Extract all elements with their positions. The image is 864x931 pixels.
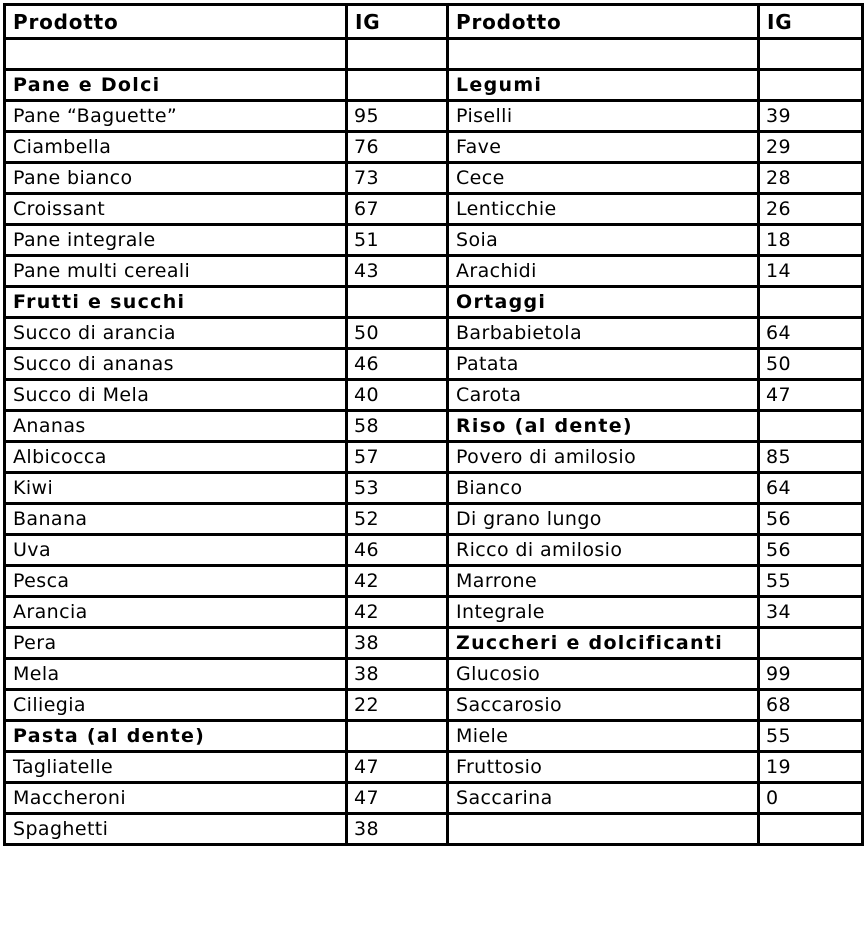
table-row [5, 690, 863, 721]
category-cell-left: Pasta (al dente) [5, 721, 347, 752]
product-cell-left: Banana [5, 504, 347, 535]
product-cell-left: Spaghetti [5, 814, 347, 845]
product-cell-left: Pane “Baguette” [5, 101, 347, 132]
product-cell-right: Fave [448, 132, 759, 163]
table-row [5, 535, 863, 566]
ig-cell-right: 55 [759, 566, 863, 597]
table-row [5, 163, 863, 194]
ig-cell-right: 55 [759, 721, 863, 752]
ig-cell-left [347, 287, 448, 318]
category-cell-left: Frutti e succhi [5, 287, 347, 318]
ig-cell-left: 47 [347, 783, 448, 814]
header-row [5, 5, 863, 39]
product-cell-left: Succo di Mela [5, 380, 347, 411]
product-cell-left: Maccheroni [5, 783, 347, 814]
table-body [5, 5, 863, 845]
category-cell-right: Zuccheri e dolcificanti [448, 628, 759, 659]
table-row [5, 225, 863, 256]
ig-cell-left: 42 [347, 566, 448, 597]
table-row [5, 101, 863, 132]
category-cell-left: Pane e Dolci [5, 70, 347, 101]
table-row [5, 752, 863, 783]
product-cell-right: Arachidi [448, 256, 759, 287]
header-ig-right: IG [759, 5, 863, 39]
product-cell-right: Glucosio [448, 659, 759, 690]
table-row [5, 504, 863, 535]
product-cell-right: Marrone [448, 566, 759, 597]
product-cell-right: Di grano lungo [448, 504, 759, 535]
product-cell-left: Croissant [5, 194, 347, 225]
ig-cell-left: 42 [347, 597, 448, 628]
ig-cell-left: 43 [347, 256, 448, 287]
ig-cell-left: 38 [347, 659, 448, 690]
header-product-left: Prodotto [5, 5, 347, 39]
ig-cell-left: 38 [347, 628, 448, 659]
ig-cell-right: 85 [759, 442, 863, 473]
product-cell-right: Integrale [448, 597, 759, 628]
product-cell-left: Mela [5, 659, 347, 690]
table-row [5, 442, 863, 473]
product-cell-right [448, 39, 759, 70]
product-cell-left: Ananas [5, 411, 347, 442]
product-cell-left: Ciambella [5, 132, 347, 163]
ig-cell-right [759, 70, 863, 101]
ig-cell-right: 99 [759, 659, 863, 690]
product-cell-left: Uva [5, 535, 347, 566]
glycemic-index-table [3, 3, 864, 846]
product-cell-right: Povero di amilosio [448, 442, 759, 473]
header-product-right: Prodotto [448, 5, 759, 39]
table-row [5, 256, 863, 287]
table-row [5, 349, 863, 380]
category-cell-right: Legumi [448, 70, 759, 101]
ig-cell-left: 53 [347, 473, 448, 504]
table-row [5, 380, 863, 411]
ig-cell-left: 57 [347, 442, 448, 473]
ig-cell-right: 39 [759, 101, 863, 132]
ig-cell-left: 58 [347, 411, 448, 442]
table-row [5, 721, 863, 752]
ig-cell-right: 14 [759, 256, 863, 287]
ig-cell-right: 28 [759, 163, 863, 194]
ig-cell-left: 67 [347, 194, 448, 225]
ig-cell-left: 95 [347, 101, 448, 132]
ig-cell-left: 52 [347, 504, 448, 535]
category-cell-right: Ortaggi [448, 287, 759, 318]
product-cell-left: Arancia [5, 597, 347, 628]
product-cell-right: Cece [448, 163, 759, 194]
ig-cell-left [347, 721, 448, 752]
ig-cell-right [759, 814, 863, 845]
product-cell-left: Ciliegia [5, 690, 347, 721]
ig-cell-left: 22 [347, 690, 448, 721]
product-cell-right: Carota [448, 380, 759, 411]
ig-cell-left: 46 [347, 535, 448, 566]
ig-cell-left: 46 [347, 349, 448, 380]
ig-cell-right [759, 287, 863, 318]
ig-cell-right: 18 [759, 225, 863, 256]
table-row [5, 659, 863, 690]
ig-cell-left: 50 [347, 318, 448, 349]
table-row [5, 597, 863, 628]
ig-cell-right: 50 [759, 349, 863, 380]
ig-cell-left: 40 [347, 380, 448, 411]
ig-cell-right: 64 [759, 318, 863, 349]
table-row [5, 287, 863, 318]
product-cell-left: Albicocca [5, 442, 347, 473]
ig-cell-left: 76 [347, 132, 448, 163]
table-row [5, 132, 863, 163]
ig-cell-right: 34 [759, 597, 863, 628]
product-cell-left: Pesca [5, 566, 347, 597]
header-ig-left: IG [347, 5, 448, 39]
ig-cell-left: 38 [347, 814, 448, 845]
ig-cell-left: 51 [347, 225, 448, 256]
product-cell-right: Piselli [448, 101, 759, 132]
product-cell-left: Succo di arancia [5, 318, 347, 349]
product-cell-left: Pane multi cereali [5, 256, 347, 287]
ig-cell-right: 64 [759, 473, 863, 504]
ig-cell-left [347, 70, 448, 101]
product-cell-left: Pera [5, 628, 347, 659]
product-cell-left [5, 39, 347, 70]
ig-cell-right: 56 [759, 535, 863, 566]
table-row [5, 566, 863, 597]
ig-cell-right: 47 [759, 380, 863, 411]
product-cell-right: Fruttosio [448, 752, 759, 783]
ig-cell-right: 19 [759, 752, 863, 783]
product-cell-left: Succo di ananas [5, 349, 347, 380]
product-cell-right: Saccarosio [448, 690, 759, 721]
product-cell-right: Patata [448, 349, 759, 380]
ig-cell-right: 26 [759, 194, 863, 225]
product-cell-right: Lenticchie [448, 194, 759, 225]
ig-cell-right: 56 [759, 504, 863, 535]
product-cell-right: Soia [448, 225, 759, 256]
table-row [5, 628, 863, 659]
category-cell-right: Riso (al dente) [448, 411, 759, 442]
product-cell-right: Bianco [448, 473, 759, 504]
product-cell-left: Pane bianco [5, 163, 347, 194]
ig-cell-right [759, 628, 863, 659]
product-cell-left: Pane integrale [5, 225, 347, 256]
product-cell-right: Ricco di amilosio [448, 535, 759, 566]
table-row [5, 70, 863, 101]
product-cell-left: Kiwi [5, 473, 347, 504]
product-cell-right: Saccarina [448, 783, 759, 814]
ig-cell-left: 47 [347, 752, 448, 783]
table-row [5, 318, 863, 349]
table-row [5, 473, 863, 504]
table-row [5, 194, 863, 225]
product-cell-right: Barbabietola [448, 318, 759, 349]
product-cell-left: Tagliatelle [5, 752, 347, 783]
ig-cell-left [347, 39, 448, 70]
table-row [5, 814, 863, 845]
table-row [5, 783, 863, 814]
product-cell-right: Miele [448, 721, 759, 752]
ig-cell-right [759, 39, 863, 70]
ig-cell-right: 68 [759, 690, 863, 721]
table-row [5, 411, 863, 442]
table-row [5, 39, 863, 70]
product-cell-right [448, 814, 759, 845]
ig-cell-left: 73 [347, 163, 448, 194]
ig-cell-right: 29 [759, 132, 863, 163]
ig-cell-right: 0 [759, 783, 863, 814]
ig-cell-right [759, 411, 863, 442]
